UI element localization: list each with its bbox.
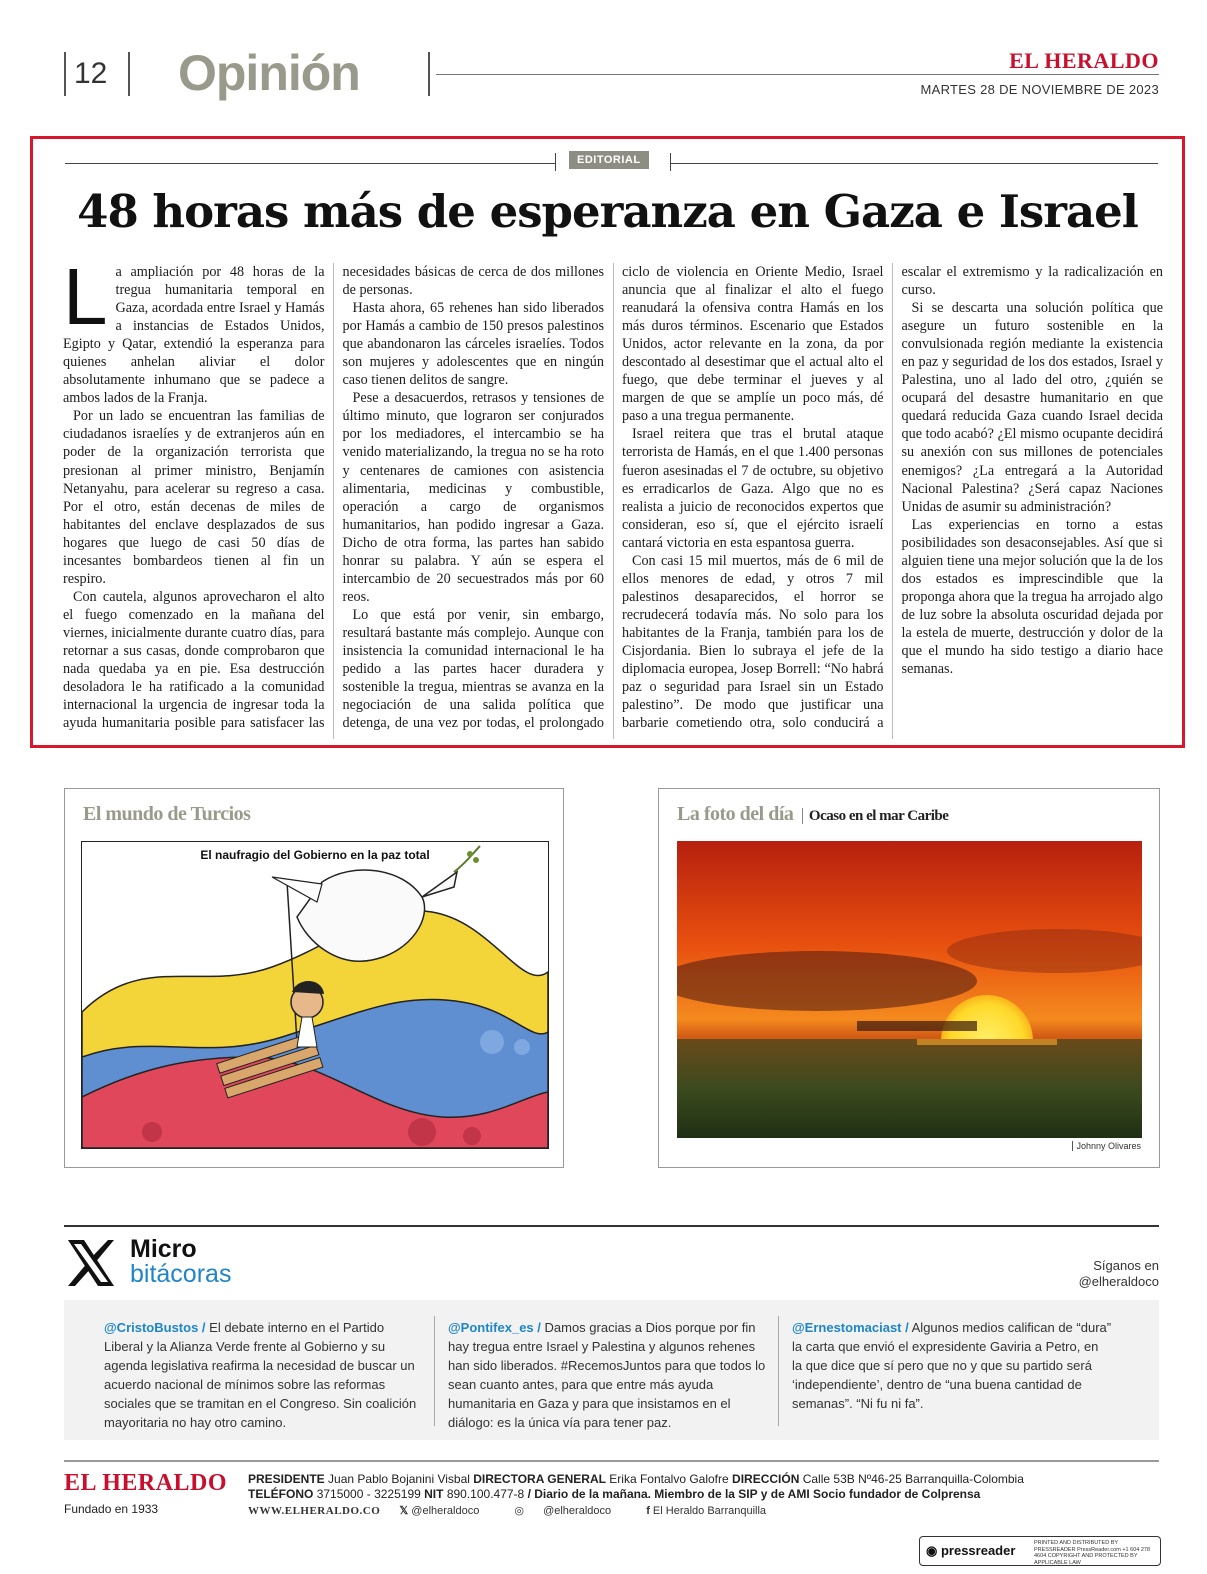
tweet-text: Algunos medios califican de “dura” la carta que envió el expresidente Gaviria a Petro, en la que dice que sí pero que no y que su partido será ‘independiente’, dentro de “una buena cantidad de semanas”. “Ni fu ni fa”.	[792, 1320, 1112, 1411]
article-paragraph: Si se descarta una solución política que asegure un futuro sostenible en la convulsionada región mediante la existencia en paz y seguridad de los dos estados, Israel y Palestina, uno al lado del otro, ¿quién se ocupará del desastre humanitario en que quedará reducida Gaza cuando Israel decida que todo acabó? ¿El mismo ocupante decidirá su anexión con sus millones de potenciales enemigos? ¿La entregará a la Autoridad Nacional Palestina? ¿Será capaz Naciones Unidas de asumir su administración?	[901, 300, 1163, 515]
tweet	[792, 1318, 1112, 1413]
pressreader-notice: PRINTED AND DISTRIBUTED BY PRESSREADER PressReader.com +1 604 278 4604 COPYRIGHT AND PROTECTED BY APPLICABLE LAW	[1034, 1540, 1151, 1566]
pressreader-badge	[919, 1536, 1161, 1566]
section-title: Opinión	[178, 45, 360, 101]
issue-date: MARTES 28 DE NOVIEMBRE DE 2023	[920, 82, 1159, 97]
x-icon: 𝕏	[399, 1505, 409, 1517]
tweet	[448, 1318, 768, 1432]
follow-us: Síganos en @elheraldoco	[1078, 1258, 1159, 1289]
micro-bitacoras-rule	[64, 1225, 1159, 1227]
article-paragraph: Hasta ahora, 65 rehenes han sido liberados por Hamás a cambio de 150 presos palestinos que abandonaron las cárceles israelíes. Todos son mujeres y adolescentes que en ningún caso tienen delitos de sangre.	[342, 300, 604, 389]
facebook-icon: f	[646, 1505, 650, 1517]
drop-cap: L	[63, 252, 108, 341]
sunset-photo	[677, 841, 1142, 1138]
photo-panel	[658, 788, 1160, 1168]
sunset-image	[677, 841, 1142, 1138]
tweet-text: Damos gracias a Dios porque por fin hay tregua entre Israel y Palestina y algunos rehenes han sido liberados. #RecemosJuntos para que todos lo sean cuanto antes, para que entre más ayuda humanitaria en Gaza y para que insistamos en el diálogo: es la única vía para tener paz.	[448, 1320, 766, 1430]
editorial-tag: EDITORIAL	[569, 151, 649, 169]
article-body	[63, 252, 1163, 739]
cartoon-illustration	[81, 841, 549, 1149]
tweet-handle[interactable]: @CristoBustos /	[104, 1320, 206, 1335]
founded-year: Fundado en 1933	[64, 1502, 159, 1516]
page-number: 12	[64, 52, 130, 96]
micro-bitacoras-subtitle: bitácoras	[130, 1260, 232, 1288]
footer-links	[248, 1504, 798, 1517]
pressreader-logo: ◉ pressreader	[926, 1543, 1016, 1558]
article-paragraph: La ampliación por 48 horas de la tregua humanitaria temporal en Gaza, acordada entre Israel y Hamás a instancias de Estados Unidos, Egipto y Qatar, extendió la esperanza para quienes anhelan aliviar el dolor absolutamente inhumano que se padece a ambos lados de la Franja.	[63, 252, 325, 407]
photo-section-title: La foto del día Ocaso en el mar Caribe	[677, 803, 949, 825]
article-headline: 48 horas más de esperanza en Gaza e Israel	[77, 185, 1138, 238]
article-paragraph: Con cautela, algunos aprovecharon el alto el fuego comenzado en la mañana del viernes, inicialmente durante cuatro días, para retornar a sus casas, donde comprobaron que nada quedaba ya en pie. Esa destrucción desoladora le ha ratificado a la comunidad internacional la urgencia de ingresar toda la ayuda humanitaria posible para satisfacer las necesidades básicas de cerca de dos millones de personas.	[63, 264, 604, 732]
article-paragraph: Israel reitera que tras el brutal ataque terrorista de Hamás, en el que 1.400 personas fueron asesinadas el 7 de octubre, su objetivo es erradicarlos de Gaza. Algo que no es realista a juicio de reconocidos expertos que consideran, eso sí, que el ejército israelí cantará victoria en esta espantosa guerra.	[622, 426, 884, 551]
tweets-area	[64, 1300, 1159, 1440]
tweet-divider	[778, 1316, 779, 1426]
cartoon-section-title: El mundo de Turcios	[83, 803, 251, 825]
x-link[interactable]: 𝕏 @elheraldoco	[399, 1505, 480, 1517]
masthead-logo: EL HERALDO	[1009, 48, 1159, 73]
article-paragraph: Con casi 15 mil muertos, más de 6 mil de ellos menores de edad, y otros 7 mil palestinos desaparecidos, el horror se recrudecerá todavía más. No solo para los habitantes de la Franja, también para los de Cisjordania. Bien lo subraya el jefe de la diplomacia europea, Josep Borrell: “No habrá paz o seguridad para Israel sin un Estado palestino”. De modo que justificar una barbarie cometiendo otra, solo conducirá a escalar el extremismo y la radicalización en curso.	[622, 264, 1163, 732]
tweet	[104, 1318, 424, 1432]
article-paragraph: Pese a desacuerdos, retrasos y tensiones de último minuto, que lograron ser conjurados por los mediadores, el intercambio se ha venido materializando, la tregua no se ha roto y centenares de camiones con asistencia alimentaria, medicinas y combustible, operación a cargo de organismos humanitarios, han podido ingresar a Gaza. Dicho de otra forma, las partes han sabido honrar su palabra. Y aún se espera el intercambio de 20 secuestrados más por 60 reos.	[342, 390, 604, 605]
article-paragraph: Lo que está por venir, sin embargo, resultará bastante más complejo. Aunque con insistencia la comunidad internacional le ha pedido a las partes hacer duradera y sostenible la tregua, mientras se avanza en la negociación de una salida política que detenga, de una vez por todas, el prolongado ciclo de violencia en Oriente Medio, Israel anuncia que al finalizar el alto el fuego reanudará la ofensiva contra Hamás en los más duros términos. Escenario que Estados Unidos, actor relevante en la zona, da por descontado al desestimar que el actual alto el fuego, que debe terminar el jueves y al margen de que se amplíe un poco más, dé paso a una tregua permanente.	[342, 264, 884, 732]
facebook-link[interactable]: f El Heraldo Barranquilla	[646, 1505, 767, 1517]
header-rule	[436, 74, 1159, 75]
photo-credit: Johnny Olivares	[1072, 1141, 1141, 1151]
photo-subtitle: Ocaso en el mar Caribe	[802, 808, 949, 824]
cartoon-caption: El naufragio del Gobierno en la paz total	[200, 848, 430, 862]
website-link[interactable]: WWW.ELHERALDO.CO	[248, 1505, 381, 1517]
footer-rule	[64, 1460, 1159, 1462]
instagram-icon: ◎	[514, 1505, 525, 1517]
cartoon-panel	[64, 788, 564, 1168]
footer-logo: EL HERALDO	[64, 1470, 228, 1496]
header-divider	[428, 52, 430, 96]
article-paragraph: Las experiencias en torno a estas posibilidades son desaconsejables. Así que si alguien tiene una mejor solución que la de los dos estados es imprescindible que la proponga ahora que la tregua ha arrojado algo de luz sobre la absoluta oscuridad dejada por la estela de muerte, destrucción y dolor de la que el mundo ha sido testigo a diario hace semanas.	[901, 516, 1163, 678]
micro-bitacoras-title: Micro	[130, 1235, 197, 1263]
staff-credits: PRESIDENTE Juan Pablo Bojanini Visbal DIRECTORA GENERAL Erika Fontalvo Galofre DIRECCIÓN Calle 53B Nº46-25 Barranquilla-Colombia TELÉFONO 3715000 - 3225199 NIT 890.100.477-8 / Diario de la mañana. Miembro de la SIP y de AMI Socio fundador de Colprensa	[248, 1472, 1024, 1501]
cartoon-drawing	[82, 842, 548, 1148]
x-logo-icon	[66, 1238, 116, 1288]
tweet-text: El debate interno en el Partido Liberal y la Alianza Verde frente al Gobierno y su agenda legislativa reafirma la necesidad de buscar un acuerdo nacional de mínimos sobre las reformas sociales que se tramitan en el Congreso. Sin coalición mayoritaria no hay otro camino.	[104, 1320, 417, 1430]
editorial-article	[30, 136, 1185, 748]
tweet-handle[interactable]: @Ernestomaciast /	[792, 1320, 909, 1335]
tweet-divider	[434, 1316, 435, 1426]
article-paragraph: Por un lado se encuentran las familias de ciudadanos israelíes y de extranjeros aún en poder de la organización terrorista que presionan al primer ministro, Benjamín Netanyahu, para acelerar su regreso a casa. Por el otro, están decenas de miles de habitantes del enclave desplazados de sus hogares que luego de casi 50 días de incesantes bombardeos tienen al fin un respiro.	[63, 408, 325, 587]
instagram-link[interactable]: ◎ @elheraldoco	[514, 1505, 612, 1517]
tweet-handle[interactable]: @Pontifex_es /	[448, 1320, 541, 1335]
